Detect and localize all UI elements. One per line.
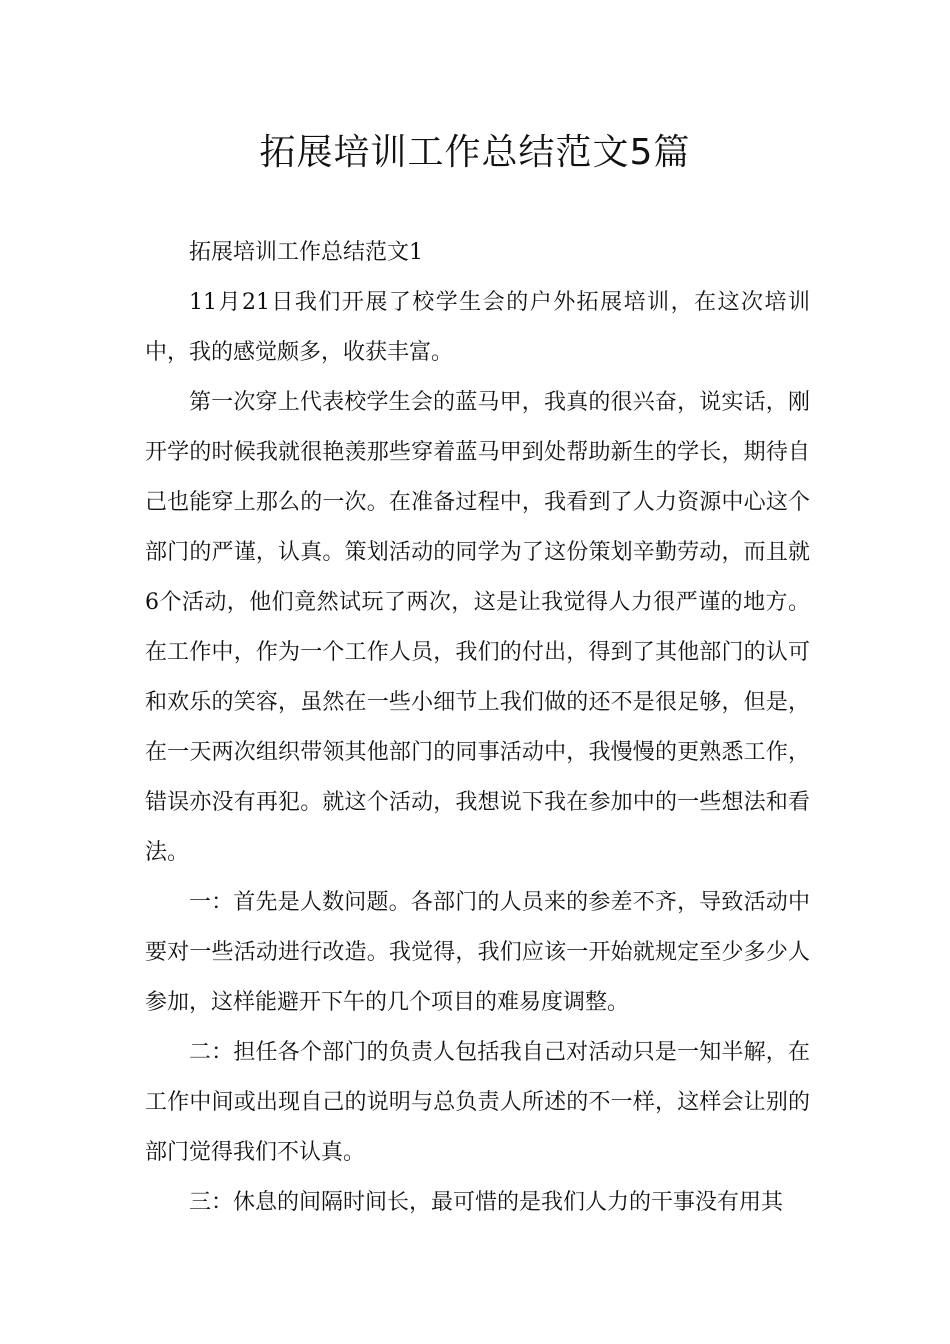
paragraph: 第一次穿上代表校学生会的蓝马甲，我真的很兴奋，说实话，刚开学的时候我就很艳羡那些穿着蓝马甲到处帮助新生的学长，期待自己也能穿上那么的一次。在准备过程中，我看到了人力资源中心这个部门的严谨，认真。策划活动的同学为了这份策划辛勤劳动，而且就6个活动，他们竟然试玩了两次，这是让我觉得人力很严谨的地方。在工作中，作为一个工作人员，我们的付出，得到了其他部门的认可和欢乐的笑容，虽然在一些小细节上我们做的还不是很足够，但是，在一天两次组织带领其他部门的同事活动中，我慢慢的更熟悉工作，错误亦没有再犯。就这个活动，我想说下我在参加中的一些想法和看法。 bbox=[145, 390, 810, 865]
paragraph: 二：担任各个部门的负责人包括我自己对活动只是一知半解，在工作中间或出现自己的说明与总负责人所述的不一样，这样会让别的部门觉得我们不认真。 bbox=[145, 1040, 810, 1165]
paragraph: 三：休息的间隔时间长，最可惜的是我们人力的干事没有用其 bbox=[189, 1190, 784, 1215]
document-body bbox=[145, 228, 810, 1228]
paragraph: 一：首先是人数问题。各部门的人员来的参差不齐，导致活动中要对一些活动进行改造。我觉得，我们应该一开始就规定至少多少人参加，这样能避开下午的几个项目的难易度调整。 bbox=[145, 890, 810, 1015]
paragraph: 11月21日我们开展了校学生会的户外拓展培训，在这次培训中，我的感觉颇多，收获丰富。 bbox=[145, 290, 810, 365]
document-title: 拓展培训工作总结范文5篇 bbox=[259, 132, 691, 173]
paragraph-heading-1: 拓展培训工作总结范文1 bbox=[189, 240, 423, 265]
